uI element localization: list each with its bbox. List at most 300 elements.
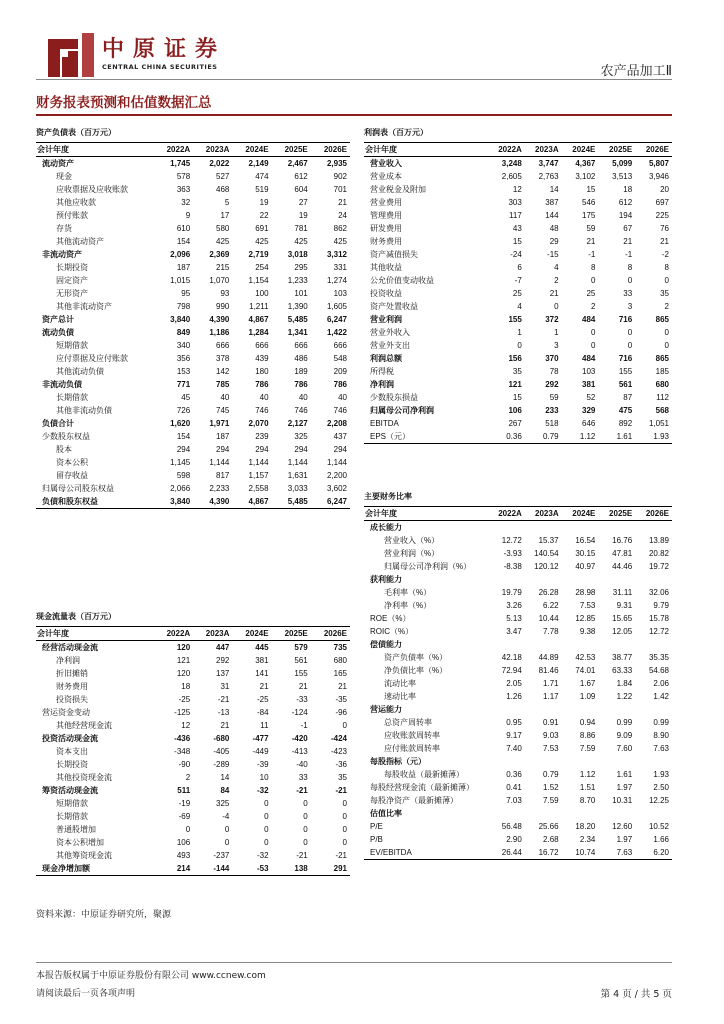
table-row <box>36 274 350 287</box>
cell-value: 294 <box>176 445 191 454</box>
table-row <box>364 339 672 352</box>
cell-value: 445 <box>255 643 269 652</box>
cell-value: 580 <box>216 224 230 233</box>
cell-value: 786 <box>255 380 269 389</box>
cell-value: 21 <box>549 289 559 298</box>
cell-value: 817 <box>216 471 230 480</box>
cell-value: 0 <box>303 825 308 834</box>
cell-value: 2 <box>554 276 559 285</box>
row-label: 流动比率 <box>384 679 416 688</box>
cell-value: 0 <box>185 825 191 834</box>
cell-value: -25 <box>178 695 191 704</box>
cell-value: 12.05 <box>612 627 633 636</box>
cell-value: 0.99 <box>653 718 669 727</box>
cell-value: 48 <box>549 224 559 233</box>
cell-value: 2,200 <box>326 471 347 480</box>
cell-value: 20.82 <box>648 549 669 558</box>
cell-value: 437 <box>333 432 347 441</box>
cell-value: 518 <box>545 419 559 428</box>
cell-value <box>488 638 525 651</box>
cell-value: 12.72 <box>648 627 669 636</box>
cell-value: 5,099 <box>612 159 633 168</box>
table-row <box>36 849 350 862</box>
cell-value: 9.03 <box>543 731 559 740</box>
cell-value: 3 <box>627 302 633 311</box>
cell-value: 15.78 <box>648 614 669 623</box>
table-row <box>364 547 672 560</box>
table-row <box>364 586 672 599</box>
row-label: 长期借款 <box>56 812 88 821</box>
cell-value: 2,149 <box>248 159 269 168</box>
cell-value: 902 <box>333 172 347 181</box>
cell-value: 25.66 <box>538 822 559 831</box>
cell-value <box>525 755 562 768</box>
cell-value: 3,248 <box>501 159 522 168</box>
cell-value: 16.76 <box>612 536 633 545</box>
cell-value: 697 <box>655 198 669 207</box>
cell-value: 153 <box>176 367 191 376</box>
cell-value: 7.59 <box>543 796 559 805</box>
cell-value: 3,946 <box>648 172 669 181</box>
table-row <box>36 157 350 171</box>
row-label: 每股指标（元） <box>370 757 426 766</box>
cell-value: 101 <box>294 289 308 298</box>
cell-value: 21 <box>298 682 308 691</box>
cell-value <box>598 703 635 716</box>
table-row <box>364 599 672 612</box>
cell-value: 44.89 <box>538 653 559 662</box>
cell-value: 189 <box>294 367 308 376</box>
cell-value: 187 <box>176 263 191 272</box>
table-row <box>364 417 672 430</box>
cell-value: 21 <box>623 237 633 246</box>
row-label: 归属母公司股东权益 <box>42 484 114 493</box>
table-row <box>36 378 350 391</box>
cell-value: 0 <box>342 838 347 847</box>
cell-value <box>598 573 635 586</box>
cell-value: 1.52 <box>543 783 559 792</box>
row-label: 折旧摊销 <box>56 669 88 678</box>
cell-value: 3,602 <box>326 484 347 493</box>
row-label: 负债合计 <box>42 419 74 428</box>
cell-value: 25 <box>512 289 522 298</box>
cell-value: 0.99 <box>616 718 633 727</box>
cell-value: 0 <box>590 276 596 285</box>
cell-value: 0 <box>627 276 633 285</box>
table-row <box>364 352 672 365</box>
cell-value: 372 <box>545 315 559 324</box>
cell-value: -413 <box>291 747 308 756</box>
cell-value: -13 <box>217 708 230 717</box>
cell-value: 38.77 <box>612 653 633 662</box>
cell-value: 1,144 <box>326 458 347 467</box>
cell-value: 215 <box>216 263 230 272</box>
cell-value: -25 <box>257 695 269 704</box>
row-label: 非流动资产 <box>42 250 82 259</box>
cell-value: 17 <box>220 211 230 220</box>
financial-ratios-table <box>364 506 672 860</box>
cell-value: 0 <box>264 799 269 808</box>
cell-value: 12.60 <box>612 822 633 831</box>
header-year: 2025E <box>272 627 311 641</box>
row-label: 经营活动现金流 <box>42 643 98 652</box>
cell-value: 4,367 <box>575 159 596 168</box>
cell-value <box>562 638 599 651</box>
cell-value <box>635 755 672 768</box>
cell-value: 1,341 <box>287 328 308 337</box>
table-row <box>364 755 672 768</box>
cell-value: 1.93 <box>635 430 672 444</box>
table-row <box>36 758 350 771</box>
cell-value: 24 <box>338 211 347 220</box>
row-label: 偿债能力 <box>370 640 402 649</box>
table-row <box>36 641 350 655</box>
table-row <box>364 703 672 716</box>
table-row <box>364 521 672 535</box>
cell-value: -1 <box>588 250 596 259</box>
cell-value: 598 <box>176 471 191 480</box>
cell-value: 1.97 <box>616 783 633 792</box>
cell-value: 22 <box>259 211 269 220</box>
cell-value: 7.53 <box>543 744 559 753</box>
cell-value: 26.44 <box>488 846 525 860</box>
header-year: 2026E <box>311 143 350 157</box>
cell-value: 294 <box>216 445 230 454</box>
balance-sheet-title: 资产负债表（百万元） <box>36 128 116 137</box>
table-row <box>36 823 350 836</box>
cell-value <box>635 703 672 716</box>
cell-value: 209 <box>333 367 347 376</box>
row-label: 营业利润（%） <box>384 549 440 558</box>
cell-value: -237 <box>213 851 230 860</box>
cell-value: -2 <box>661 250 669 259</box>
row-label: 所得税 <box>370 367 394 376</box>
cell-value: 59 <box>586 224 596 233</box>
cell-value: 33 <box>623 289 633 298</box>
table-row <box>36 732 350 745</box>
cell-value: 95 <box>181 289 191 298</box>
header-year: 2023A <box>193 627 232 641</box>
row-label: 其他非流动资产 <box>56 302 112 311</box>
cell-value: 2,066 <box>170 484 191 493</box>
row-label: 少数股东权益 <box>42 432 90 441</box>
cell-value: 680 <box>333 656 347 665</box>
cell-value: 745 <box>216 406 230 415</box>
cell-value: 546 <box>582 198 596 207</box>
cell-value: 21 <box>338 682 347 691</box>
cell-value: 0.79 <box>543 770 559 779</box>
row-label: 负债和股东权益 <box>36 495 154 509</box>
table-row <box>36 365 350 378</box>
cell-value <box>525 573 562 586</box>
row-label: 资产负债率（%） <box>384 653 448 662</box>
table-row <box>364 183 672 196</box>
cell-value: -33 <box>296 695 308 704</box>
header-label: 会计年度 <box>36 627 154 641</box>
cell-value: 4,867 <box>248 315 269 324</box>
table-row <box>36 287 350 300</box>
cell-value: 180 <box>255 367 269 376</box>
table-row <box>364 677 672 690</box>
cell-value: 8 <box>627 263 633 272</box>
table-row <box>36 680 350 693</box>
cell-value: 31.11 <box>612 588 633 597</box>
cell-value: -90 <box>178 760 191 769</box>
cell-value: 42.53 <box>575 653 596 662</box>
table-row <box>36 745 350 758</box>
table-row <box>364 716 672 729</box>
cell-value: 0 <box>342 825 347 834</box>
row-label: EBITDA <box>370 419 399 428</box>
table-row <box>364 560 672 573</box>
table-row <box>364 248 672 261</box>
cell-value: 3,018 <box>287 250 308 259</box>
cell-value: 4 <box>517 302 522 311</box>
cell-value: 87 <box>623 393 633 402</box>
cell-value: 2,935 <box>326 159 347 168</box>
cell-value: -4 <box>222 812 230 821</box>
cash-flow-table <box>36 626 350 876</box>
cell-value <box>635 521 672 535</box>
row-label: 资本公积增加 <box>56 838 104 847</box>
cell-value: 0.91 <box>543 718 559 727</box>
row-label: 营业外收入 <box>370 328 410 337</box>
row-label: 净利率（%） <box>384 601 432 610</box>
cell-value: 786 <box>333 380 347 389</box>
table-row <box>364 573 672 586</box>
cell-value: -32 <box>257 851 269 860</box>
cell-value: 746 <box>255 406 269 415</box>
cell-value <box>598 521 635 535</box>
row-label: 应付票据及应付账款 <box>56 354 128 363</box>
table-row <box>364 326 672 339</box>
table-row <box>36 235 350 248</box>
table-row <box>364 534 672 547</box>
cell-value: 2,558 <box>248 484 269 493</box>
cell-value <box>635 807 672 820</box>
cell-value: 185 <box>655 367 669 376</box>
cell-value: 7.59 <box>579 744 596 753</box>
cell-value: 849 <box>176 328 191 337</box>
cell-value: 1.09 <box>579 692 596 701</box>
cell-value: 13.89 <box>648 536 669 545</box>
cell-value: 67 <box>623 224 633 233</box>
cell-value: 1.17 <box>543 692 559 701</box>
cell-value: -424 <box>330 734 347 743</box>
cell-value: 8 <box>590 263 596 272</box>
cell-value: 1.12 <box>562 430 599 444</box>
row-label: 其他投资现金流 <box>56 773 112 782</box>
cell-value: 106 <box>508 406 522 415</box>
table-row <box>364 794 672 807</box>
table-row <box>36 391 350 404</box>
cell-value: 781 <box>294 224 308 233</box>
cell-value: 19 <box>259 198 269 207</box>
table-row <box>36 456 350 469</box>
table-row <box>364 742 672 755</box>
table-row <box>364 651 672 664</box>
cell-value: -19 <box>178 799 191 808</box>
cell-value: 35 <box>512 367 522 376</box>
cell-value: 187 <box>216 432 230 441</box>
row-label: 应收账款周转率 <box>384 731 440 740</box>
cell-value: 9.17 <box>506 731 522 740</box>
cell-value: 527 <box>216 172 230 181</box>
cell-value: 155 <box>294 669 308 678</box>
row-label: 营业收入 <box>370 159 402 168</box>
cell-value: 892 <box>618 419 633 428</box>
header-year: 2024E <box>232 143 271 157</box>
row-label: 其他经营现金流 <box>56 721 112 730</box>
cell-value: 2,467 <box>287 159 308 168</box>
table-row <box>36 404 350 417</box>
cell-value: 7.40 <box>506 744 522 753</box>
row-label: 存货 <box>56 224 72 233</box>
table-row <box>364 300 672 313</box>
cell-value <box>525 638 562 651</box>
cell-value: 1,284 <box>248 328 269 337</box>
cell-value: 0 <box>303 812 308 821</box>
cell-value: 78 <box>549 367 559 376</box>
cell-value: -436 <box>174 734 191 743</box>
cell-value: -32 <box>257 786 269 795</box>
cell-value: -40 <box>296 760 308 769</box>
income-statement-table <box>364 142 672 444</box>
cell-value: -21 <box>296 851 308 860</box>
cell-value: 9 <box>185 211 191 220</box>
header-year: 2024E <box>232 627 271 641</box>
row-label: 每股收益（最新摊薄） <box>384 770 464 779</box>
cell-value: 0.94 <box>579 718 596 727</box>
table-row <box>36 784 350 797</box>
cell-value: 154 <box>176 237 191 246</box>
row-label: 预付账款 <box>56 211 88 220</box>
cell-value: 716 <box>618 354 633 363</box>
cell-value <box>488 573 525 586</box>
cell-value: 8.70 <box>579 796 596 805</box>
row-label: 获利能力 <box>370 575 402 584</box>
cell-value: 3,033 <box>287 484 308 493</box>
cell-value: -449 <box>252 747 269 756</box>
cell-value: 100 <box>255 289 269 298</box>
cell-value: -24 <box>510 250 522 259</box>
cell-value: -1 <box>625 250 633 259</box>
cell-value: 239 <box>255 432 269 441</box>
cell-value: 0 <box>554 302 559 311</box>
row-label: ROIC（%） <box>370 627 414 636</box>
cell-value: 19 <box>298 211 308 220</box>
cell-value: 680 <box>655 380 669 389</box>
company-logo-icon <box>48 31 94 77</box>
row-label: 资本支出 <box>56 747 88 756</box>
cell-value: 3.26 <box>506 601 522 610</box>
cell-value <box>562 573 599 586</box>
cell-value <box>562 703 599 716</box>
cell-value: 2,233 <box>209 484 230 493</box>
table-row <box>36 313 350 326</box>
cell-value: 3,747 <box>538 159 559 168</box>
income-statement-panel <box>364 124 672 444</box>
row-label: 短期借款 <box>56 341 88 350</box>
cell-value: 52 <box>586 393 596 402</box>
cell-value: 56.48 <box>501 822 522 831</box>
cell-value: 1,390 <box>287 302 308 311</box>
cell-value: 474 <box>255 172 269 181</box>
table-row <box>364 261 672 274</box>
cell-value: 194 <box>618 211 633 220</box>
cell-value: 0 <box>517 341 522 350</box>
cell-value: 0.41 <box>506 783 522 792</box>
row-label: 长期投资 <box>56 263 88 272</box>
cell-value: 1.71 <box>543 679 559 688</box>
cell-value: 356 <box>176 354 191 363</box>
cell-value: 561 <box>294 656 308 665</box>
cell-value: 156 <box>508 354 522 363</box>
cell-value: 486 <box>294 354 308 363</box>
cell-value: -1 <box>300 721 308 730</box>
cell-value: 0 <box>342 812 347 821</box>
header-year: 2023A <box>193 143 232 157</box>
cell-value: 26.28 <box>538 588 559 597</box>
cell-value: 0 <box>264 812 269 821</box>
cell-value: 1,745 <box>170 159 191 168</box>
table-row <box>364 378 672 391</box>
cell-value: 425 <box>216 237 230 246</box>
cell-value: 40.97 <box>575 562 596 571</box>
row-label: 流动资产 <box>42 159 74 168</box>
cell-value: 6,247 <box>326 315 347 324</box>
row-label: 其他流动负债 <box>56 367 104 376</box>
cell-value <box>488 755 525 768</box>
table-header-row <box>36 627 350 641</box>
cell-value: -36 <box>335 760 347 769</box>
cell-value: 1,186 <box>209 328 230 337</box>
cell-value: 0 <box>627 328 633 337</box>
cell-value: 15 <box>586 185 596 194</box>
cell-value: 439 <box>255 354 269 363</box>
page-number: 第 4 页 / 共 5 页 <box>600 989 672 1000</box>
table-row <box>364 313 672 326</box>
cell-value: 12 <box>181 721 191 730</box>
cell-value: 10.44 <box>538 614 559 623</box>
cell-value: 1 <box>554 328 559 337</box>
table-row <box>364 287 672 300</box>
table-row <box>364 222 672 235</box>
cell-value: 2,208 <box>326 419 347 428</box>
table-row <box>364 391 672 404</box>
cell-value: 1,631 <box>287 471 308 480</box>
cell-value: 15.37 <box>538 536 559 545</box>
cell-value: 7.63 <box>598 846 635 860</box>
cell-value: 610 <box>176 224 191 233</box>
cell-value: 9.38 <box>579 627 596 636</box>
cell-value <box>488 521 525 535</box>
cell-value: 1,605 <box>326 302 347 311</box>
cell-value: 786 <box>294 380 308 389</box>
cell-value: -96 <box>335 708 347 717</box>
cash-flow-panel <box>36 608 350 876</box>
cell-value: 0 <box>590 341 596 350</box>
cell-value: 18.20 <box>575 822 596 831</box>
cell-value: 103 <box>333 289 347 298</box>
cell-value: 1,274 <box>326 276 347 285</box>
table-row <box>36 261 350 274</box>
cell-value: 604 <box>294 185 308 194</box>
cell-value: 325 <box>294 432 308 441</box>
cell-value: 2,763 <box>538 172 559 181</box>
cell-value: -125 <box>174 708 191 717</box>
header-year: 2026E <box>635 507 672 521</box>
